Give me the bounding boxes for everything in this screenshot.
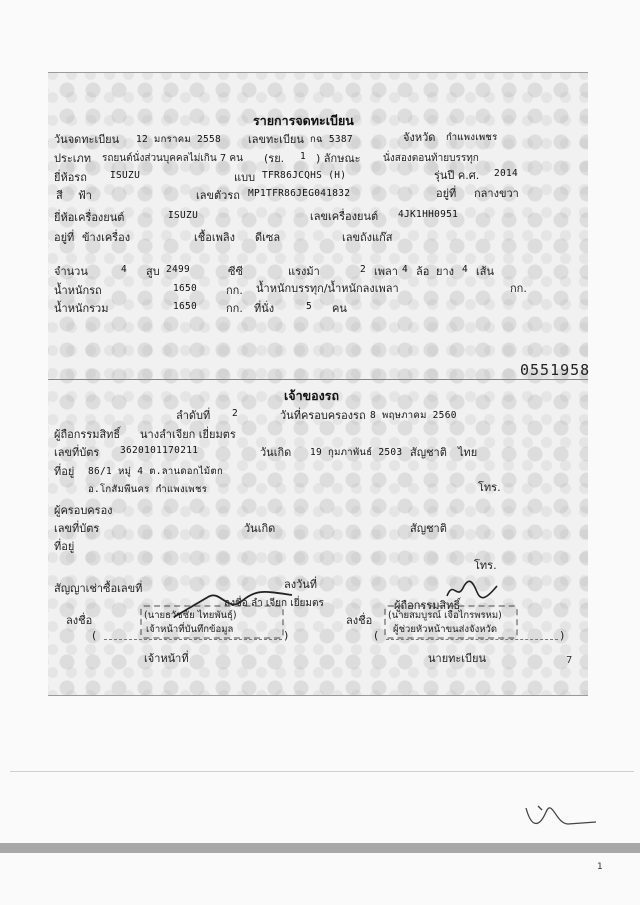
cyl-value: 4: [121, 264, 128, 275]
engine-brand-value: ISUZU: [168, 210, 199, 221]
plate-label: เลขทะเบียน: [248, 133, 304, 146]
bottom-scan-bar: [0, 843, 640, 853]
order-value: 2: [232, 408, 239, 419]
holder-label: ผู้ถือกรรมสิทธิ์: [54, 428, 121, 441]
left-officer-name: (นายธวัชชัย ไทยพันธุ์): [144, 610, 237, 621]
right-bracket-open: (: [374, 629, 379, 642]
possess-value: 8 พฤษภาคม 2560: [370, 410, 457, 421]
chassis-value: MP1TFR86JEG041832: [248, 188, 351, 199]
seat-unit: คน: [332, 302, 347, 315]
chassis-loc-value: กลางขวา: [474, 187, 519, 200]
province-value: กำแพงเพชร: [446, 132, 498, 143]
weight-value: 1650: [173, 283, 198, 294]
engine-no-value: 4JK1HH0951: [398, 209, 459, 220]
gross-label: น้ำหนักรวม: [54, 302, 109, 315]
registration-title: รายการจดทะเบียน: [253, 113, 354, 128]
cyl-label: จำนวน: [54, 265, 88, 278]
id2-label: เลขที่บัตร: [54, 522, 100, 535]
color-label: สี: [56, 189, 63, 202]
cc-label: ซีซี: [228, 265, 243, 278]
province-label: จังหวัด: [403, 131, 436, 144]
tire-value: 4: [462, 264, 469, 275]
year-value: 2014: [494, 168, 519, 179]
addr2-label: ที่อยู่: [54, 540, 75, 553]
type-label: ประเภท: [54, 152, 92, 165]
right-officer-role: ผู้ช่วยหัวหน้าขนส่งจังหวัด: [393, 624, 497, 635]
holder-sign-label: ผู้ถือกรรมสิทธิ์: [394, 599, 461, 612]
fuel-value: ดีเซล: [255, 231, 281, 244]
tire-unit: เส้น: [476, 265, 494, 278]
left-title: เจ้าหน้าที่: [144, 652, 189, 665]
axle-value: 2: [360, 264, 367, 275]
gross-value: 1650: [173, 301, 198, 312]
style-value: นั่งสองตอนท้ายบรรทุก: [383, 153, 479, 164]
chassis-loc-label: อยู่ที่: [436, 187, 457, 200]
color-value: ฟ้า: [78, 189, 92, 202]
holder-sign-line: ลงชื่อ ลำ เจียก เยี่ยมตร: [224, 598, 324, 609]
possess-label: วันที่ครอบครองรถ: [280, 409, 366, 422]
seat-label: ที่นั่ง: [254, 302, 275, 315]
reg-date-value: 12 มกราคม 2558: [136, 134, 222, 145]
code-value: 1: [300, 151, 307, 162]
corner-number: 1: [597, 862, 603, 872]
nation-value: ไทย: [458, 446, 478, 459]
right-sign-label: ลงชื่อ: [346, 614, 373, 627]
fuel-label: เชื้อเพลิง: [194, 231, 235, 244]
axle-label: เพลา: [374, 265, 398, 278]
right-sign-line: [386, 639, 558, 640]
year-label: รุ่นปี ค.ศ.: [434, 169, 480, 182]
load-label: น้ำหนักบรรทุก/น้ำหนักลงเพลา: [256, 282, 399, 295]
engine-loc-label: อยู่ที่: [54, 231, 75, 244]
weight-unit: กก.: [226, 284, 243, 297]
right-officer-name: (นายสมบูรณ์ เจือไกรพรหม): [388, 610, 502, 621]
gross-unit: กก.: [226, 302, 243, 315]
birth-label: วันเกิด: [260, 446, 292, 459]
stroke-label: สูบ: [146, 265, 160, 278]
code-label: (รย.: [264, 152, 285, 165]
style-label: ) ลักษณะ: [316, 152, 361, 165]
wheel-label: ล้อ: [416, 265, 430, 278]
left-officer-role: เจ้าหน้าที่บันทึกข้อมูล: [146, 624, 234, 635]
owner-title: เจ้าของรถ: [284, 388, 340, 403]
addr-label: ที่อยู่: [54, 465, 75, 478]
serial-number: 0551958: [520, 361, 591, 379]
tel-label: โทร.: [478, 481, 501, 494]
registration-document: [48, 72, 591, 696]
addr-line1: 86/1 หมู่ 4 ต.ลานดอกไม้ตก: [88, 466, 224, 477]
engine-no-label: เลขเครื่องยนต์: [310, 210, 379, 223]
seat-value: 5: [306, 301, 313, 312]
birth-value: 19 กุมภาพันธ์ 2503: [310, 447, 403, 458]
right-stamp: [384, 605, 518, 639]
addr-line2: อ.โกสัมพีนคร กำแพงเพชร: [88, 484, 208, 495]
nation2-label: สัญชาติ: [410, 522, 447, 535]
hp-label: แรงม้า: [288, 265, 320, 278]
tank-label: เลขถังแก๊ส: [342, 231, 393, 244]
model-value: TFR86JCQHS (H): [262, 170, 347, 181]
left-bracket-close: ): [284, 629, 289, 642]
chassis-label: เลขตัวรถ: [196, 189, 240, 202]
left-signature-scribble: [168, 583, 298, 623]
contract-label: สัญญาเช่าซื้อเลขที่: [54, 582, 143, 595]
right-title: นายทะเบียน: [428, 652, 487, 665]
footer-page-number: 7: [566, 655, 573, 666]
bottom-signature-scribble: [520, 800, 600, 834]
left-sign-label: ลงชื่อ: [66, 614, 93, 627]
tire-label: ยาง: [436, 265, 454, 278]
plate-value: กฉ 5387: [310, 134, 353, 145]
cc-value: 2499: [166, 264, 191, 275]
weight-label: น้ำหนักรถ: [54, 284, 102, 297]
engine-brand-label: ยี่ห้อเครื่องยนต์: [54, 211, 125, 224]
wheel-value: 4: [402, 264, 409, 275]
birth2-label: วันเกิด: [244, 522, 276, 535]
type-value: รถยนต์นั่งส่วนบุคคลไม่เกิน 7 คน: [102, 153, 243, 164]
engine-loc-value: ข้างเครื่อง: [82, 231, 131, 244]
id-value: 3620101170211: [120, 445, 199, 456]
tel2-label: โทร.: [474, 559, 497, 572]
order-label: ลำดับที่: [176, 409, 211, 422]
holder-value: นางลำเจียก เยี่ยมตร: [140, 428, 236, 441]
brand-value: ISUZU: [110, 170, 141, 181]
contract-date-label: ลงวันที่: [284, 578, 318, 591]
right-bracket-close: ): [560, 629, 565, 642]
left-sign-line: [104, 639, 282, 640]
nation-label: สัญชาติ: [410, 446, 447, 459]
left-bracket-open: (: [92, 629, 97, 642]
occupant-label: ผู้ครอบครอง: [54, 504, 113, 517]
brand-label: ยี่ห้อรถ: [54, 171, 87, 184]
page-separator: [10, 771, 634, 772]
section-divider: [48, 379, 588, 380]
id-label: เลขที่บัตร: [54, 446, 100, 459]
model-label: แบบ: [234, 171, 256, 184]
load-unit: กก.: [510, 282, 527, 295]
holder-signature-scribble: [443, 578, 503, 602]
reg-date-label: วันจดทะเบียน: [54, 133, 120, 146]
